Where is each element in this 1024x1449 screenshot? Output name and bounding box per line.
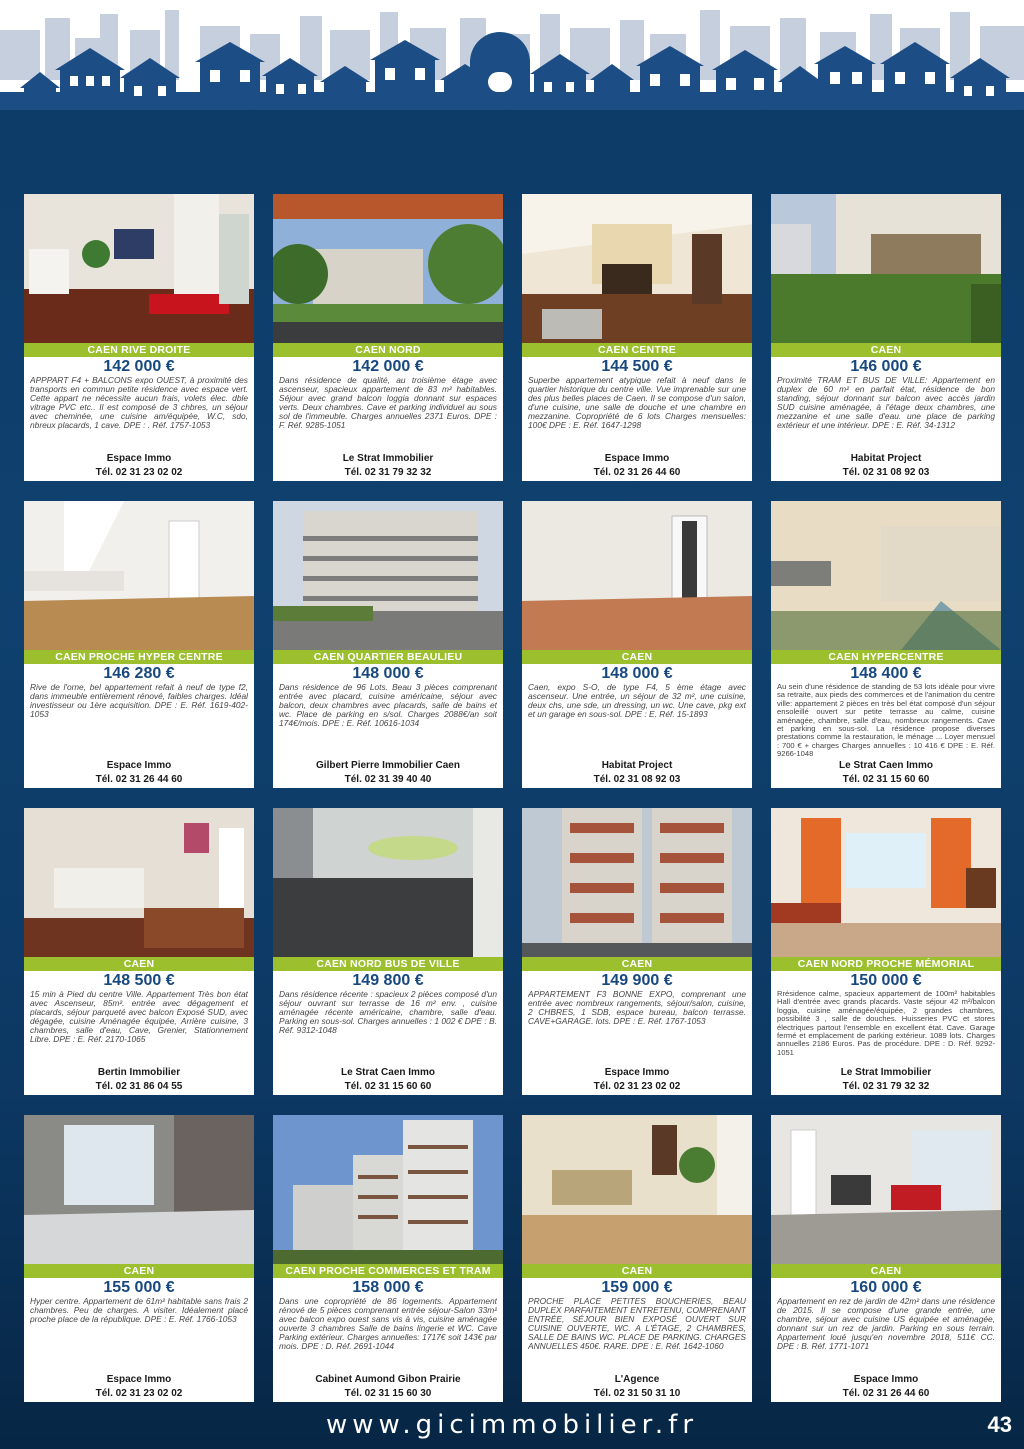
listing-phone: Tél. 02 31 08 92 03 [593, 774, 681, 785]
listing-phone: Tél. 02 31 26 44 60 [842, 1388, 930, 1399]
listing-city: CAEN PROCHE HYPER CENTRE [24, 650, 254, 664]
listing-city: CAEN [522, 1264, 752, 1278]
listing-phone: Tél. 02 31 26 44 60 [95, 774, 183, 785]
listing-photo[interactable] [522, 194, 752, 343]
listing-agency: Espace Immo [853, 1374, 919, 1385]
listing-phone: Tél. 02 31 79 32 32 [344, 467, 432, 478]
listing-price: 148 500 € [103, 972, 175, 989]
listing-phone: Tél. 02 31 26 44 60 [593, 467, 681, 478]
listing-card[interactable] [522, 808, 752, 1095]
listing-card[interactable] [273, 194, 503, 481]
listing-price: 148 000 € [601, 665, 673, 682]
listing-card[interactable] [522, 501, 752, 788]
listing-price: 142 000 € [103, 358, 175, 375]
listing-description: Hyper centre. Appartement de 61m² habitable sans frais 2 chambres. Peu de charges. A visiter. Idéalement placé proche place de la république. DPE : E. Réf. 1766-1053 [30, 1297, 248, 1325]
listing-agency: Le Strat Immobilier [342, 453, 434, 464]
listing-agency: Espace Immo [106, 760, 172, 771]
listing-agency: Le Strat Caen Immo [341, 1067, 435, 1078]
listing-card[interactable] [273, 1115, 503, 1402]
listing-price: 149 800 € [352, 972, 424, 989]
listing-photo[interactable] [771, 501, 1001, 650]
listing-phone: Tél. 02 31 08 92 03 [842, 467, 930, 478]
listing-city: CAEN NORD [273, 343, 503, 357]
listing-card[interactable] [24, 194, 254, 481]
listing-card[interactable] [771, 194, 1001, 481]
listing-description: Dans une copropriété de 86 logements. Appartement rénové de 5 pièces comprenant entrée séjour-Salon 33m² avec balcon expo ouest sans vis à vis, cuisine aménagée ouverte 3 chambres Salle de bains lingerie et WC. Cave Parking extérieur. Charges annuelles: 1717€ soit 143€ par mois. DPE : D. Réf. 2691-1044 [279, 1297, 497, 1352]
listing-agency: Espace Immo [604, 1067, 670, 1078]
listing-photo[interactable] [771, 1115, 1001, 1264]
listing-description: Appartement en rez de jardin de 42m² dans une résidence de 2015. Il se compose d'une grande entrée, une chambre, séjour avec cuisine US équipée et aménagée, donnant sur un rez de jardin. Parking en sous terrain. Appartement loué jusqu'en novembre 2018, 511€ CC. DPE : B. Réf. 1771-1071 [777, 1297, 995, 1352]
listing-card[interactable] [771, 1115, 1001, 1402]
listing-card[interactable] [24, 501, 254, 788]
page-number: 43 [987, 1412, 1012, 1437]
listing-agency: Bertin Immobilier [97, 1067, 181, 1078]
listing-price: 146 000 € [850, 358, 922, 375]
listing-description: Proximité TRAM ET BUS DE VILLE: Appartement en duplex de 60 m² en parfait état, résidence de bon standing, séjour donnant sur balcon avec accès jardin SUD cuisine aménagée, à l'étage deux chambres, une mezzanine et une salle d'eau. une place de parking extérieur et une intérieur. DPE : E. Réf. 34-1312 [777, 376, 995, 431]
listing-city: CAEN CENTRE [522, 343, 752, 357]
listing-description: APPARTEMENT F3 BONNE EXPO, comprenant une entrée avec nombreux rangements, séjour/salon, cuisine, 2 CHBRES, 1 SDB, espace bureau, balcon terrasse. CAVE+GARAGE. lots. DPE : E. Réf. 1767-1053 [528, 990, 746, 1027]
listing-card[interactable] [771, 808, 1001, 1095]
listing-phone: Tél. 02 31 23 02 02 [95, 467, 183, 478]
website-url[interactable]: www.gicimmobilier.fr [325, 1410, 699, 1440]
listing-phone: Tél. 02 31 15 60 30 [344, 1388, 432, 1399]
listing-phone: Tél. 02 31 50 31 10 [593, 1388, 681, 1399]
listing-city: CAEN HYPERCENTRE [771, 650, 1001, 664]
listing-card[interactable] [273, 501, 503, 788]
listing-photo[interactable] [24, 808, 254, 957]
listings-grid [24, 194, 1000, 1402]
listing-city: CAEN [522, 650, 752, 664]
listing-agency: Gilbert Pierre Immobilier Caen [316, 760, 460, 771]
listing-photo[interactable] [771, 808, 1001, 957]
listing-price: 160 000 € [850, 1279, 922, 1296]
listing-photo[interactable] [522, 1115, 752, 1264]
listing-card[interactable] [771, 501, 1001, 788]
listing-card[interactable] [24, 1115, 254, 1402]
listing-description: Dans résidence récente : spacieux 2 pièces composé d'un séjour ouvrant sur terrasse de 16 m² env. , cuisine aménagée récente américaine, chambre, salle d'eau. Parking en sous-sol. Charges annuelles : 1 002 € DPE : B. Réf. 9312-1048 [279, 990, 497, 1036]
listing-agency: L'Agence [614, 1374, 660, 1385]
listing-city: CAEN [24, 1264, 254, 1278]
listing-agency: Le Strat Immobilier [840, 1067, 932, 1078]
listing-price: 148 000 € [352, 665, 424, 682]
listing-phone: Tél. 02 31 23 02 02 [95, 1388, 183, 1399]
listing-photo[interactable] [771, 194, 1001, 343]
listing-photo[interactable] [273, 501, 503, 650]
listing-description: 15 min à Pied du centre Ville. Appartement Très bon état avec Ascenseur, 85m². entrée avec dégagement et placards, séjour parqueté avec balcon Exposé SUD, avec dégagée, cuisine Aménagée équipée, Arrière cuisine, 3 chambres, salle d'eau, Cave, Grenier, Stationnement Libre. DPE : E. Réf. 2170-1065 [30, 990, 248, 1045]
listing-card[interactable] [522, 1115, 752, 1402]
listing-city: CAEN NORD BUS DE VILLE [273, 957, 503, 971]
listing-agency: Habitat Project [601, 760, 673, 771]
listing-agency: Habitat Project [850, 453, 922, 464]
listing-description: Au sein d'une résidence de standing de 53 lots idéale pour vivre sa retraite, aux pieds des commerces et de l'animation du centre ville: appartement 2 pièces en très bel état composé d'un séjour ensoleillé ouvert sur petite terrasse au calme, cuisine aménagée, chambre, salle d'eau, nombreux rangements. Cave et parking en sous-sol. La résidence propose diverses prestations comme la restauration, le ménage ... Loyer mensuel : 700 € + charges Charges annuelles : 10 416 € DPE : E. Réf. 9266-1048 [777, 683, 995, 759]
listing-description: Rive de l'orne, bel appartement refait à neuf de type f2, dans immeuble entièrement rénové, faibles charges. Idéal investisseur ou 1ère acquisition. DPE : E. Réf. 1619-402-1053 [30, 683, 248, 720]
listing-phone: Tél. 02 31 23 02 02 [593, 1081, 681, 1092]
listing-description: APPPART F4 + BALCONS expo OUEST, à proximité des transports en commun petite résidence avec espace vert. Cette appart ne nécessite aucun frais, volets élec. dble vitrage PVC etc.. Il est composé de 3 chbres, un séjour avec cheminée, une cuisine am/équipée, W.C, sdo, nbreux placards, 1 cave. DPE : . Réf. 1757-1053 [30, 376, 248, 431]
listing-agency: Espace Immo [604, 453, 670, 464]
listing-phone: Tél. 02 31 79 32 32 [842, 1081, 930, 1092]
listing-price: 148 400 € [850, 665, 922, 682]
listing-photo[interactable] [273, 808, 503, 957]
listing-description: Dans résidence de 96 Lots. Beau 3 pièces comprenant entrée avec placard, cuisine américaine, séjour avec balcon, deux chambres avec placards, salle de bains et wc. Place de parking en s/sol. Charges 2088€/an soit 174€/mois. DPE : E. Réf. 10616-1034 [279, 683, 497, 729]
listing-price: 150 000 € [850, 972, 922, 989]
listing-city: CAEN QUARTIER BEAULIEU [273, 650, 503, 664]
listing-description: PROCHE PLACE PETITES BOUCHERIES, BEAU DUPLEX PARFAITEMENT ENTRETENU, COMPRENANT ENTRÉE, SÉJOUR BIEN EXPOSÉ OUVERT SUR CUISINE OUVERTE, WC. A L'ÉTAGE, 2 CHAMBRES, SALLE DE BAINS WC. PLACE DE PARKING. CHARGES ANNUELLES 450€. RARE. DPE : E. Réf. 1642-1060 [528, 1297, 746, 1352]
listing-city: CAEN [771, 343, 1001, 357]
listing-price: 158 000 € [352, 1279, 424, 1296]
listing-agency: Cabinet Aumond Gibon Prairie [315, 1374, 461, 1385]
listing-phone: Tél. 02 31 15 60 60 [842, 774, 930, 785]
listing-price: 159 000 € [601, 1279, 673, 1296]
listing-price: 142 000 € [352, 358, 424, 375]
listing-city: CAEN [24, 957, 254, 971]
listing-city: CAEN RIVE DROITE [24, 343, 254, 357]
listing-description: Superbe appartement atypique refait à neuf dans le quartier historique du centre ville. Vue imprenable sur une des plus belles places de Caen. Il se compose d'un salon, d'une cuisine, une salle de douche et une chambre en mezzanine. Copropriété de 6 lots Charges mensuelles: 100€ DPE : E. Réf. 1647-1298 [528, 376, 746, 431]
listing-description: Dans résidence de qualité, au troisième étage avec ascenseur, spacieux appartement de 83 m² habitables. Séjour avec grand balcon loggia donnant sur espaces verts. Deux chambres. Cave et parking individuel au sous sol de l'immeuble. Charges annuelles 2371 Euros. DPE : F. Réf. 9285-1051 [279, 376, 497, 431]
listing-phone: Tél. 02 31 86 04 55 [95, 1081, 183, 1092]
listing-card[interactable] [24, 808, 254, 1095]
listing-photo[interactable] [273, 194, 503, 343]
listing-card[interactable] [273, 808, 503, 1095]
listing-city: CAEN NORD PROCHE MÉMORIAL [771, 957, 1001, 971]
listing-photo[interactable] [522, 808, 752, 957]
listing-photo[interactable] [24, 501, 254, 650]
listing-photo[interactable] [273, 1115, 503, 1264]
listing-agency: Le Strat Caen Immo [839, 760, 933, 771]
listing-card[interactable] [522, 194, 752, 481]
listing-price: 155 000 € [103, 1279, 175, 1296]
listing-agency: Espace Immo [106, 1374, 172, 1385]
listing-photo[interactable] [24, 194, 254, 343]
listing-city: CAEN [771, 1264, 1001, 1278]
listing-description: Rrésidence calme, spacieux appartement de 100m² habitables Hall d'entrée avec grands placards. Vaste séjour 42 m²/balcon loggia, cuisine aménagée/équipée, 2 grandes chambres, possibilité 3 , salle de douches. Huisseries PVC et stores électriques partout l'ensemble en excellent état. Cave. Garage fermé et emplacement de parking extérieur. 1089 lots. Charges annuelles 2186 Euros. Pas de procédure. DPE : D. Réf. 9292-1051 [777, 990, 995, 1057]
listing-price: 146 280 € [103, 665, 175, 682]
listing-city: CAEN [522, 957, 752, 971]
listing-phone: Tél. 02 31 15 60 60 [344, 1081, 432, 1092]
listing-agency: Espace Immo [106, 453, 172, 464]
listing-photo[interactable] [24, 1115, 254, 1264]
skyline-header [0, 0, 1024, 110]
listing-price: 144 500 € [601, 358, 673, 375]
listing-price: 149 900 € [601, 972, 673, 989]
listing-description: Caen, expo S-O, de type F4, 5 ème étage avec ascenseur. Une entrée, un séjour de 32 m², une cuisine, deux chs, une sde, un dressing, un wc. Une cave, pkg ext et un garage en sous-sol. DPE : E. Réf. 15-1893 [528, 683, 746, 720]
listing-photo[interactable] [522, 501, 752, 650]
listing-city: CAEN PROCHE COMMERCES ET TRAM [273, 1264, 503, 1278]
skyline-illustration [0, 0, 1024, 110]
listing-phone: Tél. 02 31 39 40 40 [344, 774, 432, 785]
